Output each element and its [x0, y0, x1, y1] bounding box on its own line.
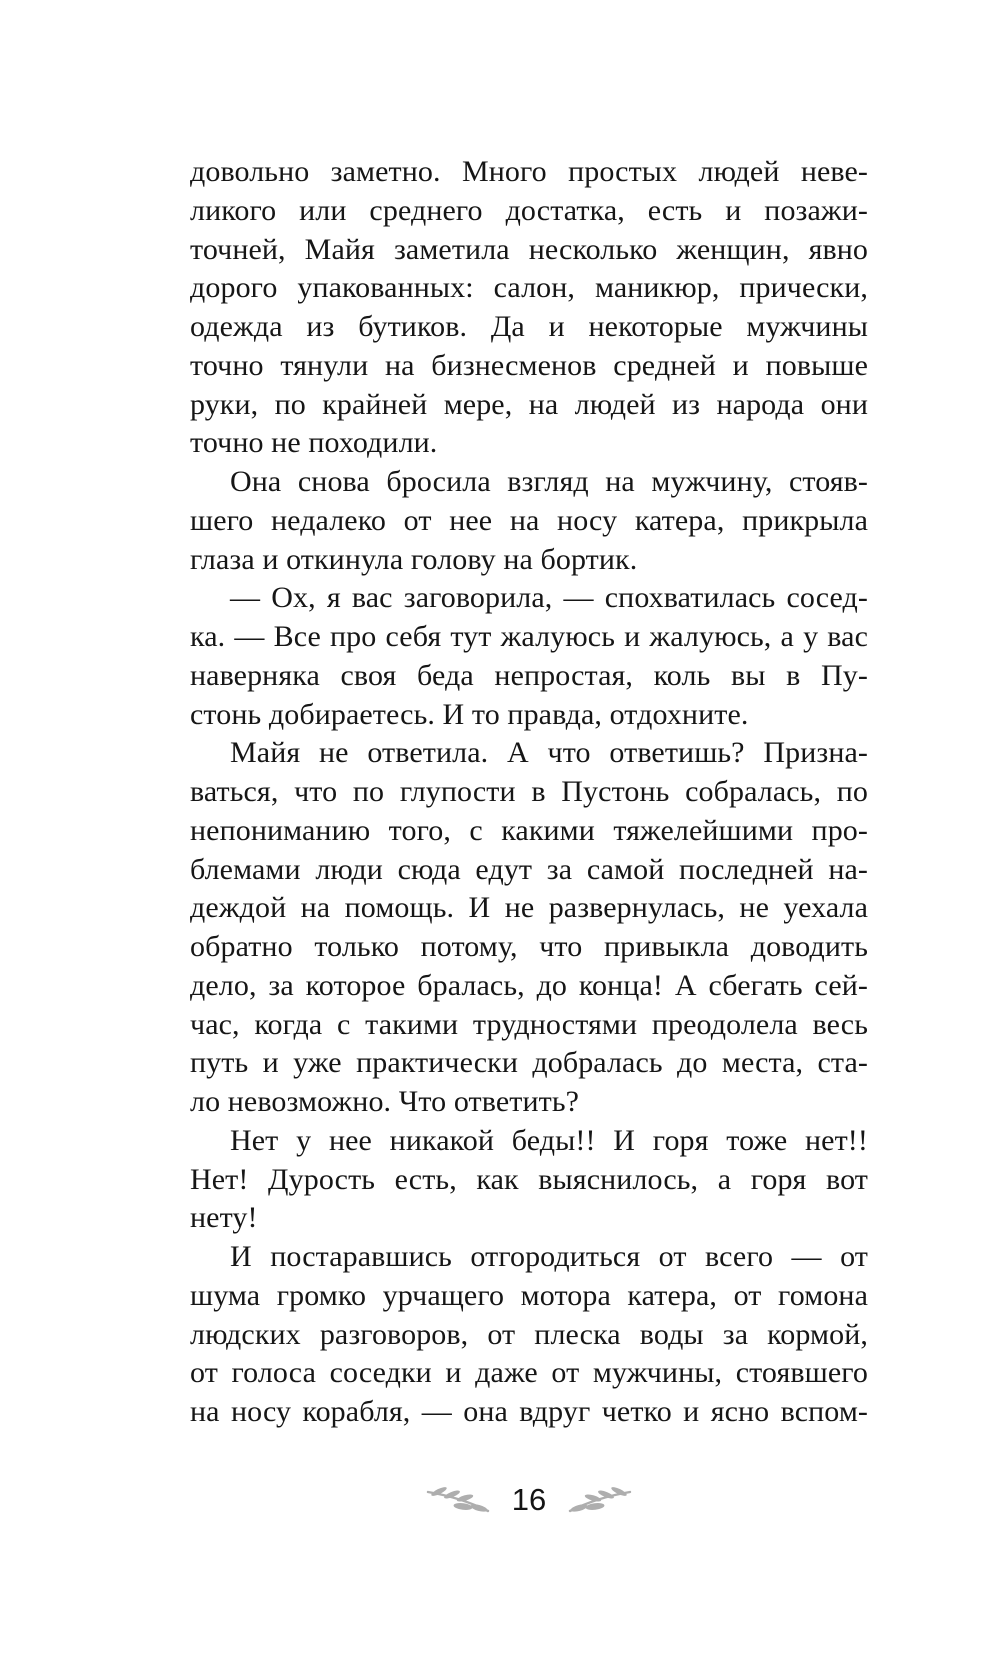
laurel-sprig-right-icon: [568, 1485, 632, 1515]
text-line: Нет у нее никакой беды!! И горя тоже нет!!: [230, 1123, 868, 1157]
text-line: одежда из бутиков. Да и некоторые мужчины: [190, 310, 868, 343]
text-line: точно не походили.: [190, 426, 438, 460]
text-line: ликого или среднего достатка, есть и позажи-: [190, 193, 868, 227]
text-line: непониманию того, с какими тяжелейшими про-: [190, 813, 868, 847]
text-line: руки, по крайней мере, на людей из народа они: [190, 387, 868, 421]
text-line: наверняка своя беда непростая, коль вы в Пу-: [190, 658, 868, 692]
text-line: И постаравшись отгородиться от всего — от: [230, 1240, 868, 1273]
text-line: блемами люди сюда едут за самой последней на-: [190, 852, 868, 886]
text-block: [190, 153, 868, 1432]
text-line: ваться, что по глупости в Пустонь собралась, по: [190, 775, 868, 808]
text-line: обратно только потому, что привыкла доводить: [190, 930, 868, 963]
laurel-sprig-left-icon: [426, 1485, 490, 1515]
page-footer: [190, 1478, 868, 1522]
text-line: нету!: [190, 1201, 258, 1235]
text-line: точней, Майя заметила несколько женщин, явно: [190, 232, 868, 266]
text-line: людских разговоров, от плеска воды за кормой,: [190, 1317, 868, 1351]
text-line: Майя не ответила. А что ответишь? Призна-: [230, 736, 868, 770]
text-line: шего недалеко от нее на носу катера, прикрыла: [190, 503, 868, 537]
text-line: на носу корабля, — она вдруг четко и ясно вспом-: [190, 1395, 868, 1428]
text-line: ло невозможно. Что ответить?: [190, 1085, 580, 1118]
text-line: дорого упакованных: салон, маникюр, прически,: [190, 271, 868, 305]
text-line: довольно заметно. Много простых людей неве-: [190, 155, 868, 188]
text-line: Нет! Дурость есть, как выяснилось, а горя вот: [190, 1162, 868, 1196]
text-line: шума громко урчащего мотора катера, от гомона: [190, 1278, 868, 1312]
text-line: — Ох, я вас заговорила, — спохватилась сосед-: [230, 581, 868, 615]
text-line: стонь добираетесь. И то правда, отдохните.: [190, 697, 749, 731]
text-line: глаза и откинула голову на бортик.: [190, 542, 638, 576]
text-line: деждой на помощь. И не развернулась, не уехала: [190, 891, 868, 925]
text-line: дело, за которое бралась, до конца! А сбегать сей-: [190, 968, 868, 1002]
text-line: час, когда с такими трудностями преодолела весь: [190, 1007, 868, 1041]
text-line: путь и уже практически добралась до места, ста-: [190, 1046, 868, 1080]
text-line: точно тянули на бизнесменов средней и повыше: [190, 348, 868, 382]
text-line: ка. — Все про себя тут жалуюсь и жалуюсь, а у вас: [190, 620, 868, 653]
text-line: Она снова бросила взгляд на мужчину, стояв-: [230, 465, 868, 498]
page-number: 16: [511, 1481, 547, 1517]
text-line: от голоса соседки и даже от мужчины, стоявшего: [190, 1356, 868, 1390]
